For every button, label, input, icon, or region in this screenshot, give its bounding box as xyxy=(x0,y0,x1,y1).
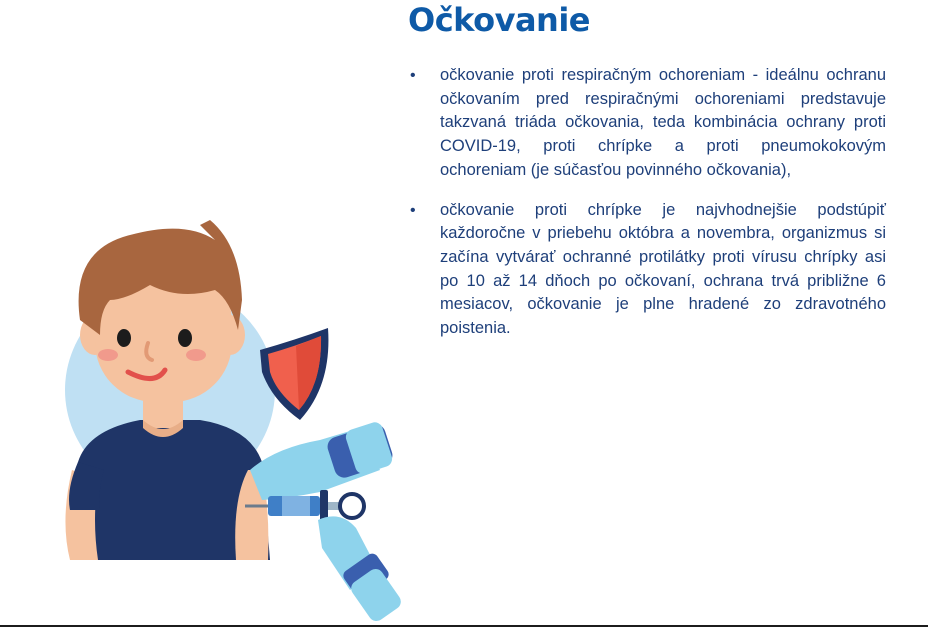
bottom-rule xyxy=(0,625,928,627)
bullet-marker: • xyxy=(410,67,416,84)
vaccination-illustration xyxy=(0,0,420,629)
bullet-text: očkovanie proti respiračným ochoreniam - ideálnu ochranu očkovaním pred respiračnými ochoreniami predstavuje takzvaná triáda očkovania, teda kombinácia ochrany proti COVID-19, proti chrípke a proti pneumokokovým ochoreniam (je súčasťou povinného očkovania), xyxy=(440,66,886,179)
bullet-marker: • xyxy=(410,201,416,219)
gloved-hand-icon xyxy=(250,420,395,500)
bullet-item xyxy=(410,199,886,341)
bullet-list xyxy=(410,64,886,357)
bullet-item xyxy=(410,64,886,183)
bullet-text: očkovanie proti chrípke je najvhodnejšie podstúpiť každoročne v priebehu októbra a novembra, organizmus si začína vytvárať ochranné protilátky proti vírusu chrípky asi po 10 až 14 dňoch po očkovaní, ochrana trvá približne 6 mesiacov, očkovanie je plne hradené zo zdravotného poistenia. xyxy=(440,200,886,338)
gloved-hand-icon xyxy=(318,516,404,624)
page-title: Očkovanie xyxy=(408,1,590,39)
